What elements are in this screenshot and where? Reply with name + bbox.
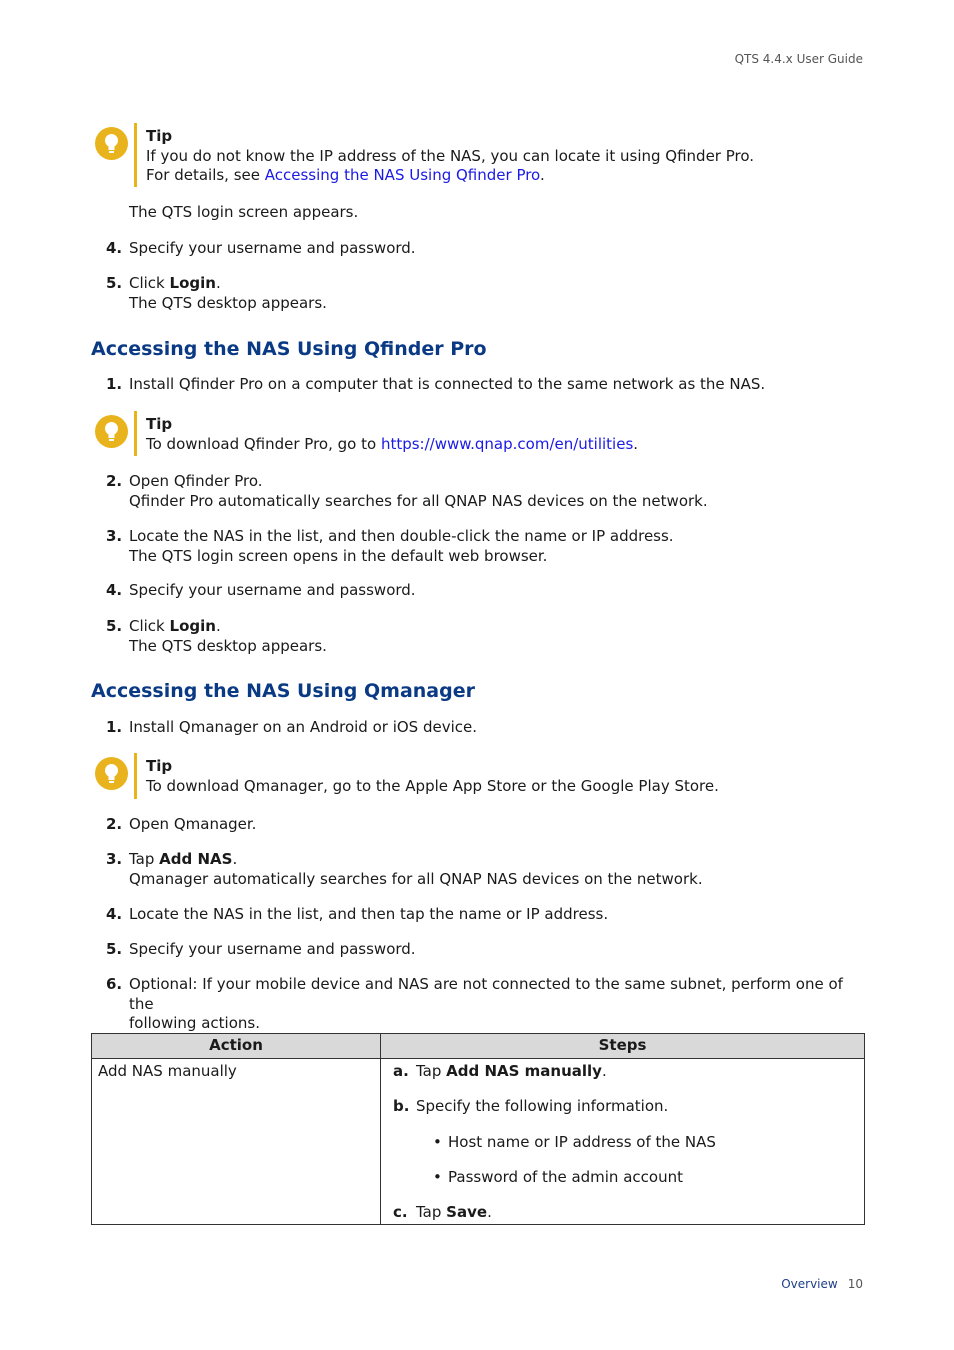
step-text: Locate the NAS in the list, and then tap the name or IP address. — [129, 905, 609, 923]
step-number: 6. — [106, 975, 123, 993]
tip-title: Tip — [146, 127, 173, 145]
step-number: 5. — [106, 617, 123, 635]
step-item — [106, 472, 846, 512]
lightbulb-icon — [95, 415, 128, 448]
step-text: Specify your username and password. — [129, 581, 416, 599]
steps-cell: a. Tap Add NAS manually. b. Specify the following information. • Host name or IP address of the NAS • Password of the admin account c. Tap Save. — [381, 1059, 865, 1225]
step-item: 5. Click Login. The QTS desktop appears. — [106, 274, 846, 314]
qfinder-section-link[interactable]: Accessing the NAS Using Qfinder Pro — [264, 166, 540, 184]
tip-callout — [91, 411, 863, 456]
step-text: Locate the NAS in the list, and then double-click the name or IP address. — [129, 527, 674, 545]
step-number: 1. — [106, 375, 123, 393]
step-text: following actions. — [129, 1014, 260, 1032]
login-label: Login — [169, 274, 216, 292]
section-heading-qmanager: Accessing the NAS Using Qmanager — [91, 680, 475, 702]
step-result: The QTS desktop appears. — [129, 293, 327, 312]
add-nas-manually-label: Add NAS manually — [446, 1062, 602, 1080]
step-number: 4. — [106, 581, 123, 599]
tip-title: Tip — [146, 415, 173, 433]
tip-accent-bar — [134, 411, 137, 456]
column-header: Steps — [381, 1034, 865, 1059]
step-result: Qfinder Pro automatically searches for all QNAP NAS devices on the network. — [129, 491, 708, 510]
table-row — [92, 1059, 865, 1225]
tip-callout — [91, 123, 863, 187]
tip-text: To download Qmanager, go to the Apple App Store or the Google Play Store. — [146, 776, 719, 795]
action-cell — [92, 1059, 381, 1225]
step-number: 4. — [106, 239, 123, 257]
lightbulb-icon — [95, 757, 128, 790]
step-text: Specify your username and password. — [129, 940, 416, 958]
result-text: The QTS login screen appears. — [129, 203, 359, 221]
step-item: 5. Click Login. The QTS desktop appears. — [106, 617, 846, 657]
lightbulb-icon — [95, 127, 128, 160]
step-number: 3. — [106, 527, 123, 545]
step-text: Install Qfinder Pro on a computer that is connected to the same network as the NAS. — [129, 375, 766, 393]
step-number: 5. — [106, 940, 123, 958]
step-item — [106, 527, 846, 567]
step-result: Qmanager automatically searches for all QNAP NAS devices on the network. — [129, 869, 703, 888]
tip-title: Tip — [146, 757, 173, 775]
step-text: Open Qmanager. — [129, 815, 257, 833]
add-nas-label: Add NAS — [159, 850, 233, 868]
guide-title: QTS 4.4.x User Guide — [734, 52, 863, 66]
step-text: Install Qmanager on an Android or iOS device. — [129, 718, 478, 736]
step-item — [106, 975, 846, 1032]
login-label: Login — [169, 617, 216, 635]
step-result: The QTS login screen opens in the default web browser. — [129, 546, 548, 565]
tip-callout — [91, 753, 863, 799]
tip-accent-bar — [134, 753, 137, 799]
step-number: 2. — [106, 472, 123, 490]
page-footer — [781, 1275, 863, 1295]
tip-text: To download Qfinder Pro, go to https://www.qnap.com/en/utilities. — [146, 434, 639, 453]
table-header-row — [92, 1034, 865, 1059]
utilities-url-link[interactable]: https://www.qnap.com/en/utilities — [380, 434, 634, 453]
step-text: Open Qfinder Pro. — [129, 472, 263, 490]
footer-section: Overview — [781, 1277, 838, 1291]
tip-accent-bar — [134, 123, 137, 187]
tip-text: If you do not know the IP address of the NAS, you can locate it using Qfinder Pro. — [146, 146, 755, 165]
page-number: 10 — [847, 1277, 863, 1291]
tip-text: For details, see Accessing the NAS Using Qfinder Pro. — [146, 166, 545, 184]
step-number: 5. — [106, 274, 123, 292]
section-heading-qfinder: Accessing the NAS Using Qfinder Pro — [91, 338, 487, 360]
step-item: 3. Tap Add NAS. Qmanager automatically searches for all QNAP NAS devices on the network. — [106, 850, 846, 890]
step-number: 3. — [106, 850, 123, 868]
column-header: Action — [92, 1034, 381, 1059]
step-number: 2. — [106, 815, 123, 833]
step-text: Optional: If your mobile device and NAS are not connected to the same subnet, perform one of the — [129, 975, 843, 1013]
action-name: Add NAS manually — [98, 1062, 237, 1080]
step-result: The QTS desktop appears. — [129, 636, 327, 655]
step-text: Specify your username and password. — [129, 239, 416, 257]
step-number: 1. — [106, 718, 123, 736]
step-number: 4. — [106, 905, 123, 923]
actions-table — [91, 1033, 865, 1225]
save-label: Save — [446, 1203, 488, 1221]
